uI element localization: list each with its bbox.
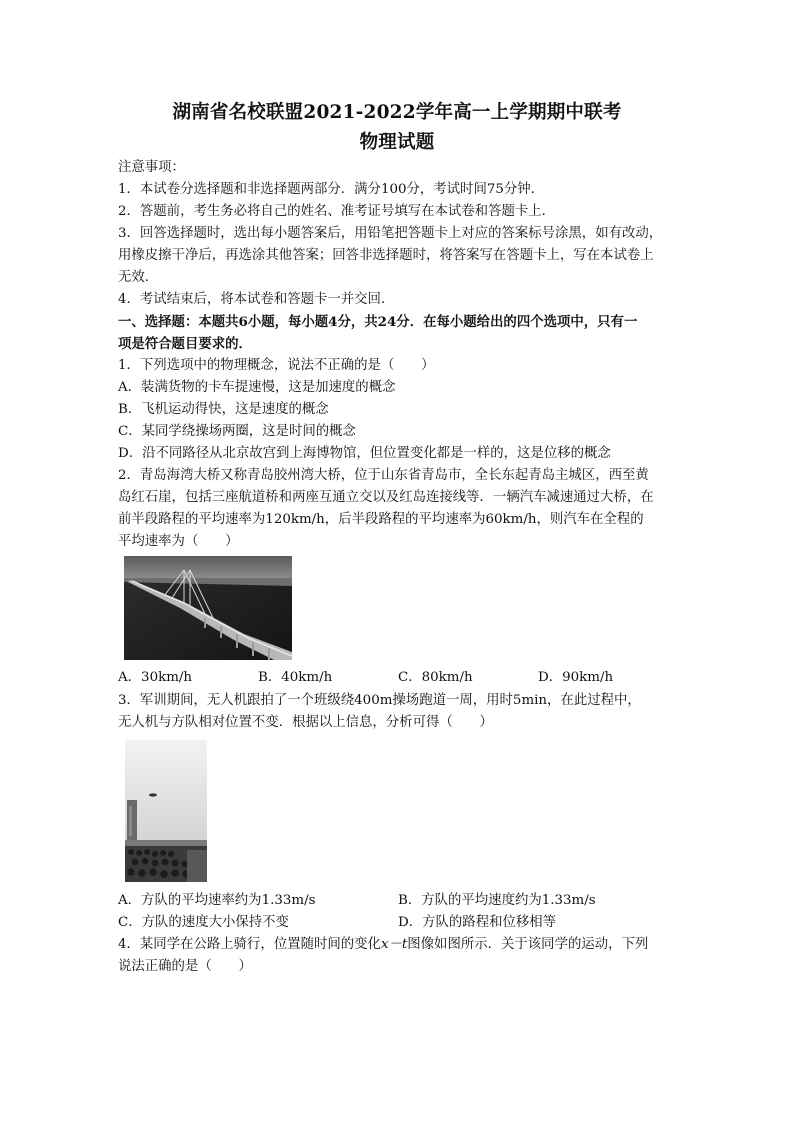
question-2-option-d: D．90km/h [538,670,614,685]
note-item: 3．回答选择题时，选出每小题答案后，用铅笔把答题卡上对应的答案标号涂黑，如有改动， [118,226,663,241]
note-item: 1．本试卷分选择题和非选择题两部分．满分100分，考试时间75分钟． [118,182,545,197]
question-4-stem [118,935,688,955]
section-heading: 项是符合题目要求的． [118,336,252,352]
question-1-option-c: C．某同学绕操场两圈，这是时间的概念 [118,424,356,439]
question-2-stem: 2．青岛海湾大桥又称青岛胶州湾大桥，位于山东省青岛市，全长东起青岛主城区，西至黄 [118,468,649,483]
question-4-stem-variable: x－t [380,937,408,952]
question-1-stem: 1．下列选项中的物理概念，说法不正确的是（ ） [118,358,435,373]
note-item: 用橡皮擦干净后，再选涂其他答案；回答非选择题时，将答案写在答题卡上，写在本试卷上 [118,248,654,263]
question-1-option-d: D．沿不同路径从北京故宫到上海博物馆，但位置变化都是一样的，这是位移的概念 [118,446,611,461]
bridge-photo [124,556,292,660]
section-heading: 一、选择题：本题共6小题，每小题4分，共24分．在每小题给出的四个选项中，只有一 [118,314,638,330]
question-2-option-a: A．30km/h [118,670,193,685]
question-2-option-c: C．80km/h [398,670,473,685]
question-3-option-a: A．方队的平均速率约为1.33m/s [118,893,316,908]
question-3-option-b: B．方队的平均速度约为1.33m/s [398,893,596,908]
question-1-option-a: A．装满货物的卡车提速慢，这是加速度的概念 [118,380,396,395]
question-2-stem: 前半段路程的平均速率为120km/h，后半段路程的平均速率为60km/h，则汽车在全程的 [118,512,644,527]
note-item: 2．答题前，考生务必将自己的姓名、准考证号填写在本试卷和答题卡上． [118,204,556,219]
question-2-stem: 岛红石崖，包括三座航道桥和两座互通立交以及红岛连接线等．一辆汽车减速通过大桥，在 [118,490,654,505]
question-3-stem: 3．军训期间，无人机跟拍了一个班级绕400m操场跑道一周，用时5min，在此过程中， [118,693,641,708]
note-item: 无效． [118,270,159,285]
question-1-option-b: B．飞机运动得快，这是速度的概念 [118,402,329,417]
page-title: 湖南省名校联盟2021-2022学年高一上学期期中联考 [172,102,622,123]
note-item: 4．考试结束后，将本试卷和答题卡一并交回． [118,292,395,307]
question-4-stem-prefix: 4．某同学在公路上骑行，位置随时间的变化 [118,937,381,952]
page-subtitle: 物理试题 [359,132,435,153]
drone-photo [125,740,207,882]
question-4-stem: 说法正确的是（ ） [118,959,252,974]
question-2-option-b: B．40km/h [258,670,333,685]
question-3-option-d: D．方队的路程和位移相等 [398,915,557,930]
question-4-stem-suffix: 图像如图所示．关于该同学的运动，下列 [407,937,649,952]
question-2-stem: 平均速率为（ ） [118,534,239,549]
notes-heading: 注意事项： [118,160,185,175]
question-3-option-c: C．方队的速度大小保持不变 [118,915,289,930]
question-3-stem: 无人机与方队相对位置不变．根据以上信息，分析可得（ ） [118,715,493,730]
